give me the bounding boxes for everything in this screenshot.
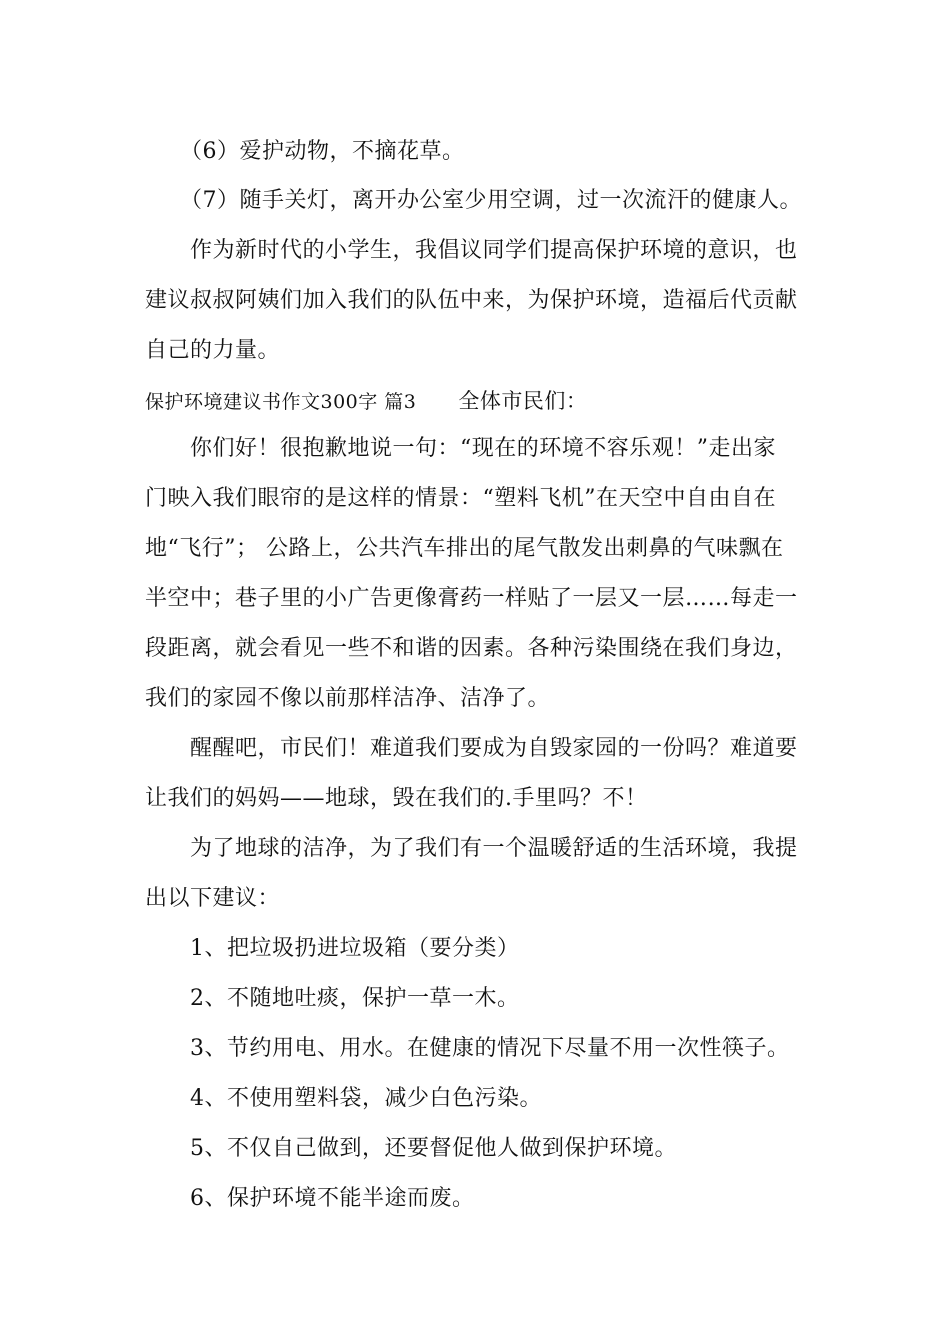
suggestion-item-4: 4、不使用塑料袋，减少白色污染。 (190, 1086, 542, 1111)
suggestion-item-5: 5、不仅自己做到，还要督促他人做到保护环境。 (190, 1136, 677, 1161)
paragraph-line: 你们好！很抱歉地说一句：“现在的环境不容乐观！”走出家 (190, 436, 776, 461)
paragraph-line: 作为新时代的小学生，我倡议同学们提高保护环境的意识，也 (190, 238, 798, 263)
suggestion-item-2: 2、不随地吐痰，保护一草一木。 (190, 986, 520, 1011)
paragraph-line: 出以下建议： (145, 886, 281, 911)
section-heading: 保护环境建议书作文300字 篇3 (145, 391, 417, 413)
suggestion-item-1: 1、把垃圾扔进垃圾箱（要分类） (190, 936, 520, 961)
section-heading-row (145, 386, 587, 417)
greeting: 全体市民们： (458, 389, 588, 413)
suggestion-item-6: 6、保护环境不能半途而废。 (190, 1186, 475, 1211)
paragraph-line: 建议叔叔阿姨们加入我们的队伍中来，为保护环境，造福后代贡献 (145, 288, 798, 313)
paragraph-line: 为了地球的洁净，为了我们有一个温暖舒适的生活环境，我提 (190, 836, 798, 861)
paragraph-line: 我们的家园不像以前那样洁净、洁净了。 (145, 686, 551, 711)
paragraph-line: 自己的力量。 (145, 338, 281, 363)
suggestion-item-3: 3、节约用电、用水。在健康的情况下尽量不用一次性筷子。 (190, 1036, 790, 1061)
paragraph-line: 醒醒吧，市民们！难道我们要成为自毁家园的一份吗？难道要 (190, 736, 798, 761)
paragraph-line: 门映入我们眼帘的是这样的情景：“塑料飞机”在天空中自由自在 (145, 486, 776, 511)
paragraph-line: 半空中；巷子里的小广告更像膏药一样贴了一层又一层……每走一 (145, 586, 798, 611)
list-item-7: （7）随手关灯，离开办公室少用空调，过一次流汗的健康人。 (180, 188, 802, 213)
paragraph-line: 让我们的妈妈——地球，毁在我们的.手里吗？不！ (145, 786, 648, 811)
list-item-6: （6）爱护动物，不摘花草。 (180, 139, 465, 164)
paragraph-line: 段距离，就会看见一些不和谐的因素。各种污染围绕在我们身边， (145, 636, 798, 661)
paragraph-line: 地“飞行”； 公路上，公共汽车排出的尾气散发出刺鼻的气味飘在 (145, 536, 784, 561)
